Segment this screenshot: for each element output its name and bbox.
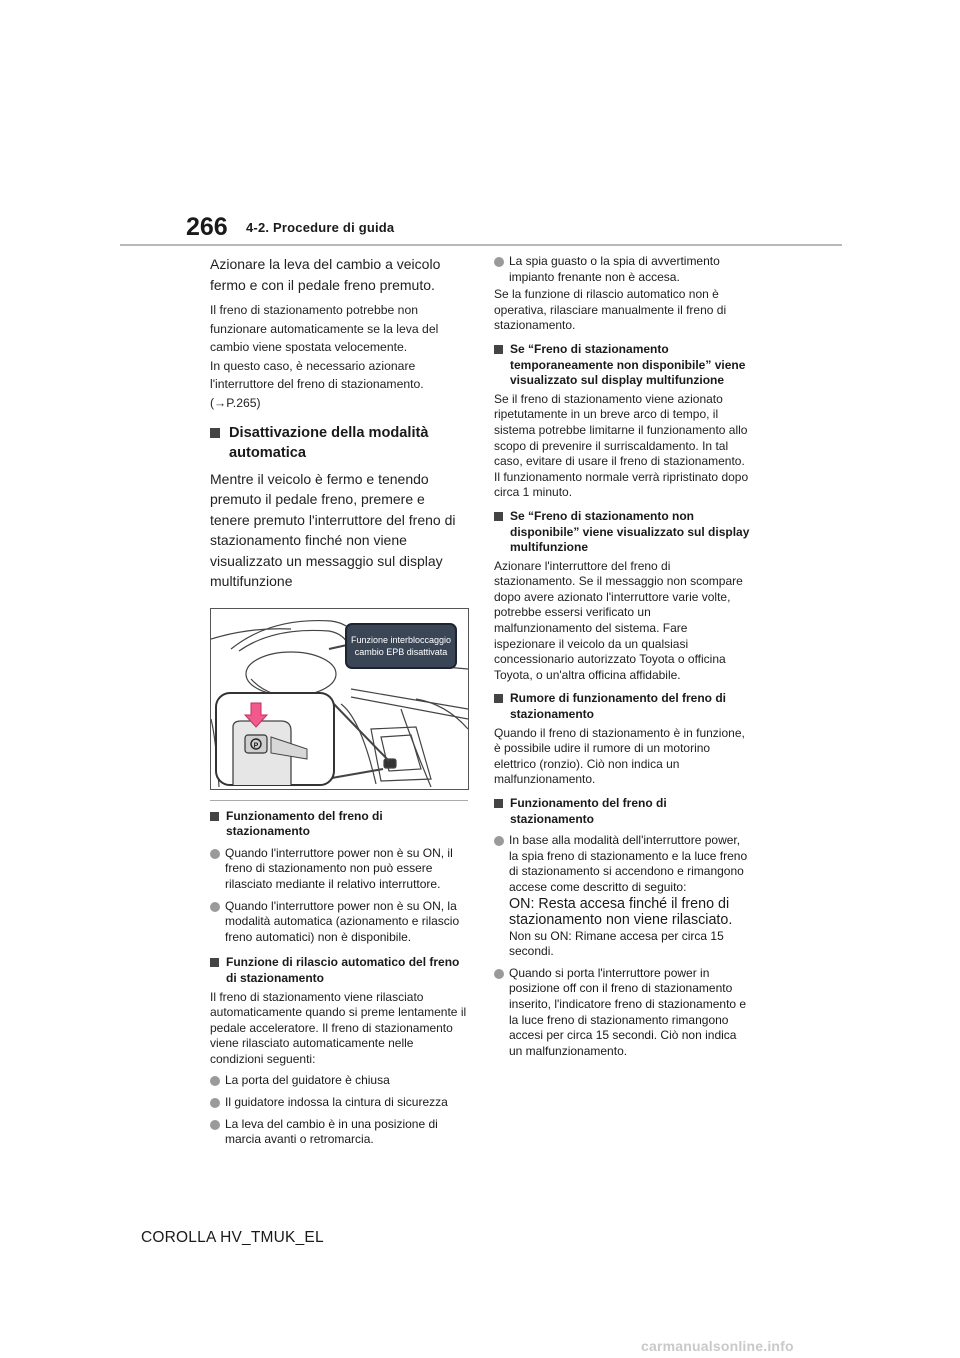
list-item — [494, 833, 752, 960]
heading-auto-release — [210, 955, 468, 986]
heading-noise-label: Rumore di funzionamento del freno di stazionamento — [510, 691, 726, 722]
circle-bullet-icon — [494, 836, 504, 846]
heading-auto-release-label: Funzione di rilascio automatico del freno di stazionamento — [226, 955, 460, 985]
list-item-text: Quando l'interruttore power non è su ON, la modalità automatica (azionamento e rilascio freno automatici) non è disponibile. — [225, 898, 460, 944]
circle-bullet-icon — [210, 849, 220, 859]
list-item-text: Quando l'interruttore power non è su ON, il freno di stazionamento non può essere rilasciato mediante il relativo interruttore. — [225, 845, 453, 891]
epb-message-text: Funzione interbloccaggio cambio EPB disattivata — [350, 634, 452, 657]
heading-noise — [494, 691, 752, 722]
heading-temp-unavailable-label: Se “Freno di stazionamento temporaneamente non disponibile” viene visualizzato sul display multifunzione — [510, 341, 746, 388]
note-paragraph-2: In questo caso, è necessario azionare l'interruttore del freno di stazionamento. (→P.265) — [210, 358, 424, 410]
circle-bullet-icon — [210, 1098, 220, 1108]
square-bullet-icon — [210, 958, 219, 967]
circle-bullet-icon — [210, 1076, 220, 1086]
intro-paragraph: Azionare la leva del cambio a veicolo fermo e con il pedale freno premuto. — [210, 256, 441, 293]
list-item — [210, 846, 468, 893]
watermark: carmanualsonline.info — [641, 1338, 794, 1354]
heading-operation-label: Funzionamento del freno di stazionamento — [226, 808, 383, 839]
square-bullet-icon — [494, 799, 503, 808]
illustration-divider — [210, 800, 468, 801]
list-item — [494, 254, 752, 285]
list-item-text: Quando si porta l'interruttore power in posizione off con il freno di stazionamento inserito, l'indicatore freno di stazionamento e la luce freno di stazionamento rimangono accesi per circa 15 secondi. Ciò non indica un malfunzionamento. — [509, 965, 747, 1058]
left-column — [210, 252, 468, 1150]
noise-paragraph: Quando il freno di stazionamento è in funzione, è possibile udire il rumore di un motorino elettrico (ronzio). Ciò non indica un malfunzionamento. — [494, 725, 745, 787]
heading-operation-right-label: Funzionamento del freno di stazionamento — [510, 796, 667, 826]
temp-unavailable-paragraph: Se il freno di stazionamento viene azionato ripetutamente in un breve arco di tempo, il sistema potrebbe limitarne il funzionamento allo scopo di prevenire il surriscaldamento. In tal caso, evitare di usare il freno di stazionamento. Il funzionamento normale verrà ripristinato dopo circa 1 minuto. — [494, 391, 749, 500]
right-column — [494, 252, 752, 1061]
list-item-text: La leva del cambio è in una posizione di marcia avanti o retromarcia. — [225, 1116, 438, 1147]
console-illustration — [210, 608, 469, 790]
heading-temp-unavailable — [494, 342, 752, 389]
svg-text:P: P — [253, 742, 259, 750]
list-item — [494, 966, 752, 1060]
auto-release-paragraph: Il freno di stazionamento viene rilasciato automaticamente quando si preme lentamente il pedale acceleratore. Il freno di stazionamento viene rilasciato automaticamente nelle condizioni seguenti: — [210, 989, 467, 1066]
list-item-text: La spia guasto o la spia di avvertimento impianto frenante non è accesa. — [509, 254, 720, 284]
list-item — [210, 1073, 468, 1089]
auto-off-paragraph: Mentre il veicolo è fermo e tenendo premuto il pedale freno, premere e tenere premuto l'interruttore del freno di stazionamento finché non viene visualizzato un messaggio sul display multifunzione — [210, 470, 456, 590]
list-item-on-text: ON: Resta accesa finché il freno di stazionamento non viene rilasciato. — [509, 895, 733, 929]
footer-model: COROLLA HV_TMUK_EL — [141, 1229, 324, 1246]
list-item-text: La porta del guidatore è chiusa — [225, 1073, 390, 1088]
list-item — [210, 1095, 468, 1111]
list-item — [210, 1117, 468, 1148]
square-bullet-icon — [210, 812, 219, 821]
list-item-text: Il guidatore indossa la cintura di sicurezza — [225, 1095, 448, 1110]
square-bullet-icon — [494, 512, 503, 521]
list-item-text: In base alla modalità dell'interruttore power, la spia freno di stazionamento e la luce freno di stazionamento si accendono e rimangono accese come descritto di seguito: — [509, 833, 748, 894]
list-item-off-text: Non su ON: Rimane accesa per circa 15 secondi. — [509, 928, 724, 959]
heading-unavailable-label: Se “Freno di stazionamento non disponibile” viene visualizzato sul display multifunzione — [510, 508, 750, 555]
page-number: 266 — [186, 213, 228, 241]
heading-auto-off — [210, 423, 468, 463]
list-item — [210, 899, 468, 946]
square-bullet-icon — [494, 694, 503, 703]
heading-operation-right — [494, 796, 752, 827]
section-title: 4-2. Procedure di guida — [246, 220, 395, 235]
heading-unavailable — [494, 509, 752, 556]
circle-bullet-icon — [210, 1120, 220, 1130]
circle-bullet-icon — [210, 902, 220, 912]
epb-message-callout — [345, 623, 457, 669]
auto-release-manual-paragraph: Se la funzione di rilascio automatico non è operativa, rilasciare manualmente il freno di stazionamento. — [494, 287, 727, 333]
unavailable-paragraph: Azionare l'interruttore del freno di stazionamento. Se il messaggio non scompare dopo avere azionato l'interruttore varie volte, potrebbe essersi verificato un malfunzionamento del sistema. Fare ispezionare il veicolo da un qualsiasi concessionario autorizzato Toyota o officina Toyota, o un'altra officina affidabile. — [494, 558, 743, 682]
circle-bullet-icon — [494, 969, 504, 979]
heading-auto-off-label: Disattivazione della modalità automatica — [229, 424, 429, 461]
list-item-body — [509, 833, 752, 960]
square-bullet-icon — [210, 428, 220, 438]
circle-bullet-icon — [494, 257, 504, 267]
header-divider — [120, 244, 842, 246]
note-paragraph: Il freno di stazionamento potrebbe non funzionare automaticamente se la leva del cambio viene spostata velocemente. — [210, 303, 439, 355]
square-bullet-icon — [494, 345, 503, 354]
heading-operation — [210, 809, 468, 840]
